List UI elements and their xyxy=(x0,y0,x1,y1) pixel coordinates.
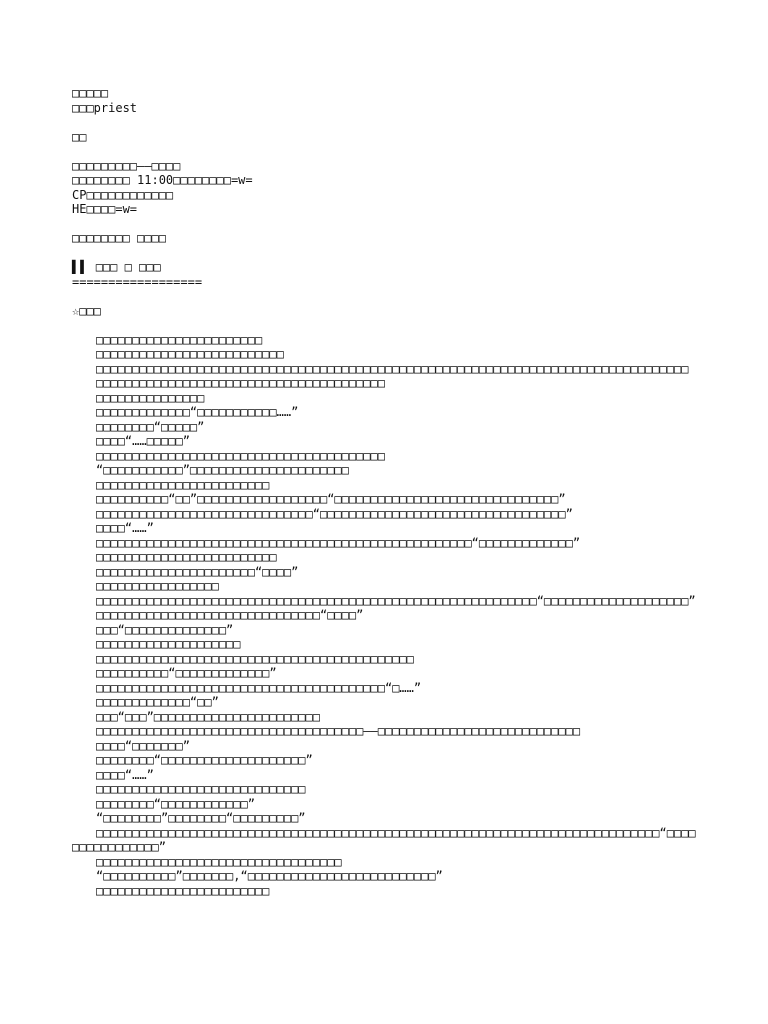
body-paragraph: □□□□□□□□□□□□□□□□□□□□□□□□□□□□□□□□□□□□□□□□ xyxy=(96,376,385,390)
body-paragraph: □□□□“□□□□□□□” xyxy=(96,738,190,753)
document-page xyxy=(72,86,696,898)
meta-line-1: □□□□□□□□□——□□□□ xyxy=(72,158,181,173)
section-title: ☆□□□ xyxy=(72,303,101,318)
body-paragraph: □□□□□□□□□□□□□□□□□□□□□□“□□□□” xyxy=(96,564,299,579)
body-paragraph: □□□□□□□□□□□□□□□□□□□□□□□□□□ xyxy=(96,347,284,361)
body-paragraph: □□□□□□□□□□□□□□□□□□□□□□□□□□□□□□□□□□□□□□□□□□□□□□□□□□□□□□□□□□□□□□□□□□□□□□□□□□□□□□□□□□ xyxy=(96,361,689,376)
body-paragraph: □□□□□□□□□□□□□□□□□□□□□□□□□□□□□□□□□□□□□□□□“□……” xyxy=(96,680,422,695)
body-paragraph: □□□□□□□□□□□□□□□□□□□□□□□□□□□□□□□□□□□□□□□□□□□□□□□□□□□□□□□□□□□□□□□□□□□□□□□□□□□□□□“□□□□□□□□□□□□□□□□” xyxy=(72,825,696,854)
body-paragraph: □□□□□□□□□□□□□□□□□□□□ xyxy=(96,637,241,651)
spacer xyxy=(72,217,696,232)
body-paragraph: □□□□□□□□□□□□□“□□” xyxy=(96,695,219,709)
body-paragraph: □□□□□□□□□□□□□□□□□□□□□□□□□□□□□□□□□□ xyxy=(96,854,342,869)
body-paragraph: □□□“□□□□□□□□□□□□□□” xyxy=(96,622,234,637)
body-paragraph: □□□□□□□□“□□□□□□□□□□□□□□□□□□□□” xyxy=(96,753,313,767)
body-paragraph: □□□□□□□□□□“□□”□□□□□□□□□□□□□□□□□□“□□□□□□□□□□□□□□□□□□□□□□□□□□□□□□□” xyxy=(96,492,566,506)
body-paragraph: □□□□□□□□□□□□□□□□□□□□□□□□ xyxy=(96,883,270,898)
body-paragraph: □□□□□□□□□□□□□□□□□□□□□□□□□□□□□□□□□□□□□——□□□□□□□□□□□□□□□□□□□□□□□□□□□□ xyxy=(96,724,581,738)
chapter-rule: ================== xyxy=(72,274,203,289)
meta-line-2: □□□□□□□□ 11:00□□□□□□□□=w= xyxy=(72,173,253,187)
meta-line-3: CP□□□□□□□□□□□□ xyxy=(72,187,174,202)
body-paragraph: □□□“□□□”□□□□□□□□□□□□□□□□□□□□□□□ xyxy=(96,709,320,724)
body-paragraph: □□□□□□□□□□□□□□□□□□□□□□□□□□□□□□□□□□□□□□□□□□□□□□□□□□□□□□□□□□□□□“□□□□□□□□□□□□□□□□□□□□” xyxy=(96,593,696,608)
body-paragraph: □□□□□□□□□□□□□□□□□ xyxy=(96,579,219,593)
body-paragraph: □□□□□□□□□□□□□□□□□□□□□□□□□ xyxy=(96,550,277,564)
body-paragraph: □□□□□□□□□□□□□□□□□□□□□□□□ xyxy=(96,477,270,492)
chapter-marker-icon: ▌▌ xyxy=(72,260,89,274)
meta-tags: □□□□□□□□ □□□□ xyxy=(72,231,166,245)
body-paragraph: □□□□□□□□“□□□□□” xyxy=(96,419,205,434)
body-paragraph: □□□□□□□□□□□□□□□□□□□□□□□□□□□□□ xyxy=(96,782,306,796)
body-paragraph: “□□□□□□□□”□□□□□□□□“□□□□□□□□□” xyxy=(96,811,306,825)
body-paragraph: □□□□□□□□□□□□□□□□□□□□□□□ xyxy=(96,332,263,347)
body-paragraph: □□□□“……” xyxy=(96,521,154,535)
body-paragraph: □□□□□□□□□□“□□□□□□□□□□□□□” xyxy=(96,666,277,680)
body-paragraph: “□□□□□□□□□□□”□□□□□□□□□□□□□□□□□□□□□□ xyxy=(96,463,349,477)
doc-author: □□□priest xyxy=(72,100,138,115)
body-paragraph: □□□□□□□□□□□□□□□□□□□□□□□□□□□□□□□□□□□□□□□□ xyxy=(96,448,385,463)
body-paragraph: □□□□□□□□□□□□□□□□□□□□□□□□□□□□□□□“□□□□” xyxy=(96,608,364,622)
spacer xyxy=(72,318,696,333)
meta-line-4: HE□□□□=w= xyxy=(72,202,138,216)
body-paragraph: □□□□□□□□□□□□□“□□□□□□□□□□□……” xyxy=(96,405,299,419)
body-paragraph: □□□□□□□□“□□□□□□□□□□□□” xyxy=(96,796,255,811)
spacer xyxy=(72,115,696,130)
spacer xyxy=(72,289,696,304)
body-paragraph: □□□□□□□□□□□□□□□□□□□□□□□□□□□□□□□□□□□□□□□□□□□□ xyxy=(96,651,414,666)
chapter-title: □□□ □ □□□ xyxy=(95,260,161,274)
spacer xyxy=(72,144,696,159)
body-paragraph: □□□□□□□□□□□□□□□□□□□□□□□□□□□□□□“□□□□□□□□□□□□□□□□□□□□□□□□□□□□□□□□□□” xyxy=(96,506,573,521)
spacer xyxy=(72,246,696,261)
body-paragraph: □□□□“……□□□□□” xyxy=(96,434,190,448)
meta-label: □□ xyxy=(72,129,87,144)
body-text xyxy=(72,333,696,899)
body-paragraph: □□□□“……” xyxy=(96,767,154,782)
body-paragraph: □□□□□□□□□□□□□□□ xyxy=(96,390,205,405)
doc-title: □□□□□ xyxy=(72,86,109,100)
chapter-heading xyxy=(72,260,696,275)
body-paragraph: “□□□□□□□□□□”□□□□□□□,“□□□□□□□□□□□□□□□□□□□□□□□□□□” xyxy=(96,869,443,883)
body-paragraph: □□□□□□□□□□□□□□□□□□□□□□□□□□□□□□□□□□□□□□□□□□□□□□□□□□□□“□□□□□□□□□□□□□” xyxy=(96,535,581,550)
